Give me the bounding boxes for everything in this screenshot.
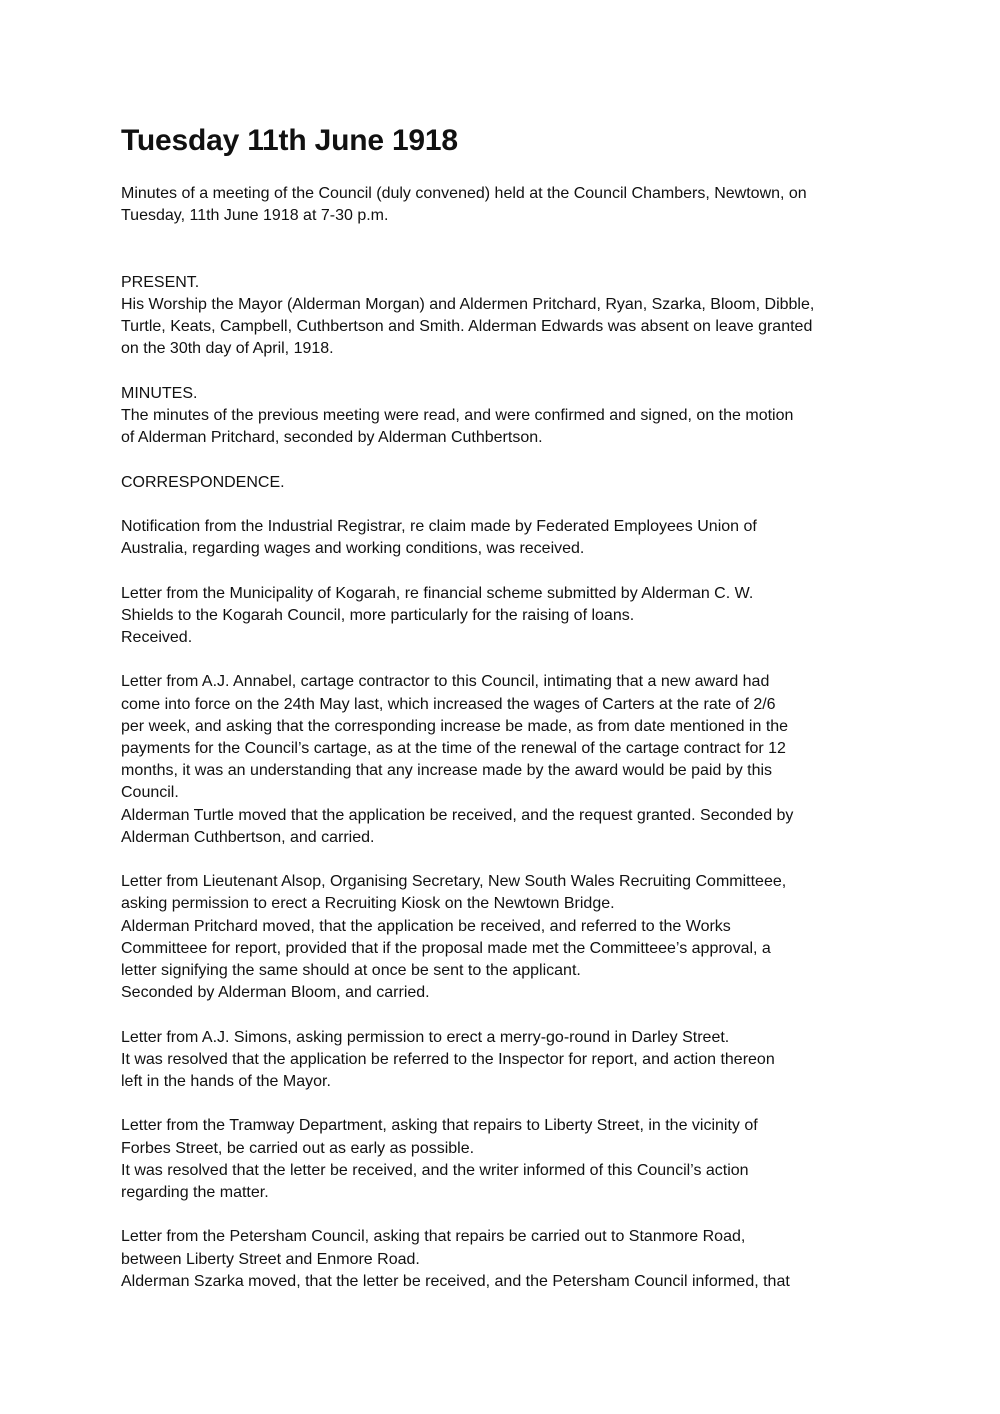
correspondence-item — [121, 1027, 896, 1094]
intro-paragraph — [121, 183, 896, 227]
text-line: Tuesday, 11th June 1918 at 7-30 p.m. — [121, 207, 389, 225]
text-line: Notification from the Industrial Registrar, re claim made by Federated Employees Union of — [121, 517, 757, 535]
correspondence-heading — [121, 472, 896, 494]
text-line: Turtle, Keats, Campbell, Cuthbertson and Smith. Alderman Edwards was absent on leave granted — [121, 318, 813, 336]
text-line: Letter from the Petersham Council, asking that repairs be carried out to Stanmore Road, — [121, 1228, 746, 1246]
correspondence-item — [121, 1226, 896, 1293]
text-line: Letter from the Municipality of Kogarah, re financial scheme submitted by Alderman C. W. — [121, 584, 754, 602]
text-line: Letter from A.J. Annabel, cartage contractor to this Council, intimating that a new award had — [121, 673, 770, 691]
text-line: Alderman Pritchard moved, that the application be received, and referred to the Works — [121, 917, 731, 935]
text-line: on the 30th day of April, 1918. — [121, 340, 334, 358]
minutes-body — [121, 183, 896, 1293]
text-line: Received. — [121, 628, 193, 646]
text-line: Letter from the Tramway Department, asking that repairs to Liberty Street, in the vicinity of — [121, 1117, 758, 1135]
text-line: asking permission to erect a Recruiting Kiosk on the Newtown Bridge. — [121, 895, 615, 913]
text-line: It was resolved that the letter be received, and the writer informed of this Council’s action — [121, 1161, 749, 1179]
present-section — [121, 272, 896, 361]
text-line: Alderman Turtle moved that the application be received, and the request granted. Seconded by — [121, 806, 794, 824]
text-line: Forbes Street, be carried out as early as possible. — [121, 1139, 475, 1157]
section-heading: MINUTES. — [121, 384, 198, 402]
text-line: Alderman Szarka moved, that the letter be received, and the Petersham Council informed, that — [121, 1272, 790, 1290]
text-line: Letter from A.J. Simons, asking permission to erect a merry-go-round in Darley Street. — [121, 1028, 730, 1046]
correspondence-item — [121, 1115, 896, 1204]
text-line: come into force on the 24th May last, which increased the wages of Carters at the rate of 2/6 — [121, 695, 776, 713]
text-line: per week, and asking that the corresponding increase be made, as from date mentioned in the — [121, 717, 789, 735]
text-line: Committeee for report, provided that if the proposal made met the Committeee’s approval, a — [121, 939, 771, 957]
text-line: Alderman Cuthbertson, and carried. — [121, 828, 375, 846]
text-line: regarding the matter. — [121, 1184, 269, 1201]
text-line: Council. — [121, 784, 179, 802]
text-line: between Liberty Street and Enmore Road. — [121, 1250, 420, 1268]
text-line: It was resolved that the application be referred to the Inspector for report, and action thereon — [121, 1050, 775, 1068]
text-line: left in the hands of the Mayor. — [121, 1073, 331, 1090]
text-line: Seconded by Alderman Bloom, and carried. — [121, 984, 430, 1002]
text-line: The minutes of the previous meeting were read, and were confirmed and signed, on the motion — [121, 407, 794, 424]
minutes-section — [121, 383, 896, 450]
text-line: Minutes of a meeting of the Council (duly convened) held at the Council Chambers, Newtown, on — [121, 185, 807, 202]
correspondence-item — [121, 516, 896, 560]
page-title: Tuesday 11th June 1918 — [121, 124, 458, 157]
correspondence-item — [121, 583, 896, 650]
text-line: Shields to the Kogarah Council, more particularly for the raising of loans. — [121, 606, 635, 624]
correspondence-item — [121, 671, 896, 849]
section-heading: PRESENT. — [121, 273, 200, 291]
section-heading: CORRESPONDENCE. — [121, 473, 285, 491]
text-line: Letter from Lieutenant Alsop, Organising Secretary, New South Wales Recruiting Committeee, — [121, 873, 787, 891]
text-line: of Alderman Pritchard, seconded by Alderman Cuthbertson. — [121, 429, 543, 447]
text-line: payments for the Council’s cartage, as at the time of the renewal of the cartage contract for 12 — [121, 739, 786, 757]
text-line: Australia, regarding wages and working conditions, was received. — [121, 540, 585, 558]
text-line: letter signifying the same should at once be sent to the applicant. — [121, 962, 581, 979]
text-line: months, it was an understanding that any increase made by the award would be paid by this — [121, 762, 773, 780]
text-line: His Worship the Mayor (Alderman Morgan) and Aldermen Pritchard, Ryan, Szarka, Bloom, Dibble, — [121, 296, 815, 313]
correspondence-item — [121, 871, 896, 1004]
